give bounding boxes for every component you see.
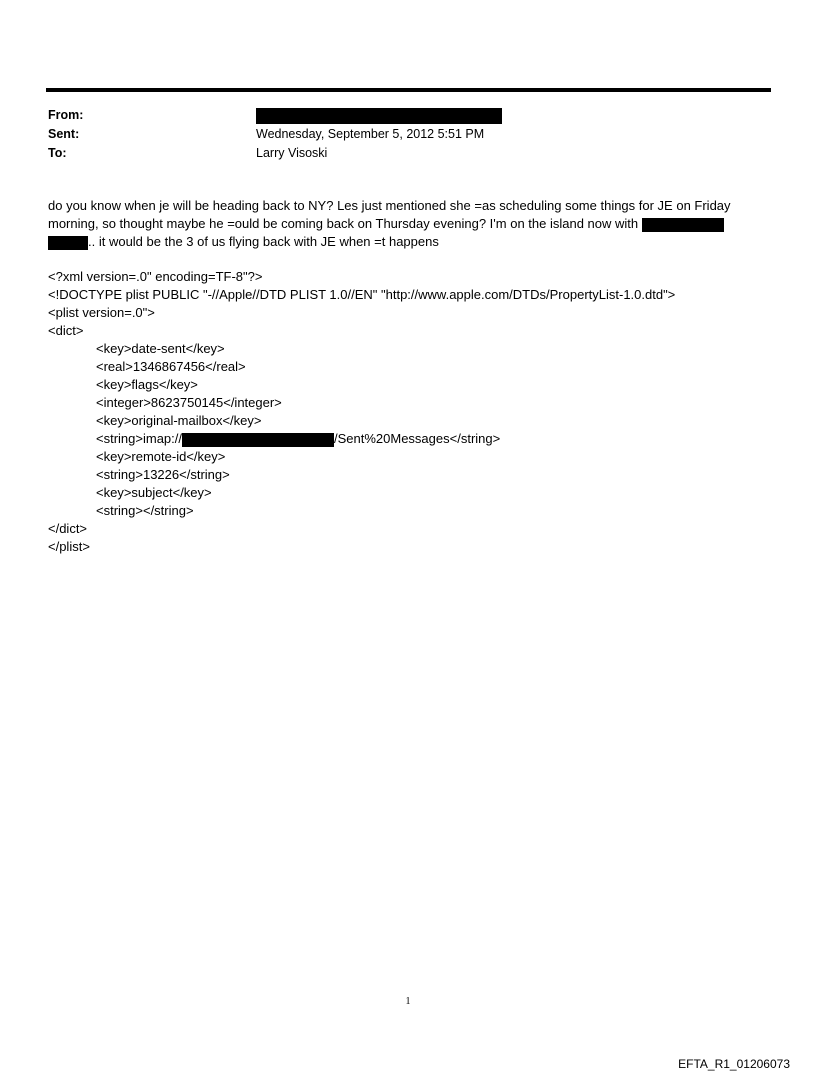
redaction-block: [642, 218, 724, 232]
plist-line: </plist>: [48, 539, 90, 554]
plist-line: <key>original-mailbox</key>: [96, 413, 262, 428]
to-label: To:: [48, 146, 67, 160]
page-number: 1: [405, 996, 411, 1007]
plist-line: <key>remote-id</key>: [96, 449, 226, 464]
from-value: [256, 106, 502, 124]
email-body: [48, 197, 768, 251]
body-line: [48, 215, 768, 233]
sent-value: Wednesday, September 5, 2012 5:51 PM: [256, 127, 485, 141]
body-line-text: .. it would be the 3 of us flying back with JE when =t happens: [88, 234, 439, 249]
plist-text: <string>imap://: [96, 431, 182, 446]
plist-line: <key>date-sent</key>: [96, 341, 225, 356]
plist-line: <key>flags</key>: [96, 377, 198, 392]
plist-line: [48, 430, 675, 448]
body-line: [48, 233, 768, 251]
plist-line: <plist version=.0">: [48, 305, 155, 320]
plist-line: </dict>: [48, 521, 88, 536]
plist-line: <?xml version=.0" encoding=TF-8"?>: [48, 269, 263, 284]
redaction-block: [182, 433, 334, 447]
document-id: EFTA_R1_01206073: [678, 1057, 790, 1071]
plist-line: <integer>8623750145</integer>: [96, 395, 282, 410]
redaction-block: [256, 108, 502, 124]
from-label: From:: [48, 108, 84, 122]
sent-label: Sent:: [48, 127, 80, 141]
plist-text: /Sent%20Messages</string>: [334, 431, 501, 446]
header-rule: [46, 88, 771, 92]
plist-block: [48, 268, 675, 556]
to-value: Larry Visoski: [256, 146, 328, 160]
plist-line: <dict>: [48, 323, 84, 338]
plist-line: <string></string>: [96, 503, 194, 518]
redaction-block: [48, 236, 88, 250]
plist-line: <!DOCTYPE plist PUBLIC "-//Apple//DTD PLIST 1.0//EN" "http://www.apple.com/DTDs/PropertyList-1.0.dtd">: [48, 287, 676, 302]
plist-line: <real>1346867456</real>: [96, 359, 246, 374]
body-line-text: morning, so thought maybe he =ould be coming back on Thursday evening? I'm on the island now with: [48, 216, 642, 231]
plist-line: <string>13226</string>: [96, 467, 230, 482]
plist-line: <key>subject</key>: [96, 485, 212, 500]
body-line: do you know when je will be heading back to NY? Les just mentioned she =as scheduling some things for JE on Friday: [48, 198, 731, 213]
